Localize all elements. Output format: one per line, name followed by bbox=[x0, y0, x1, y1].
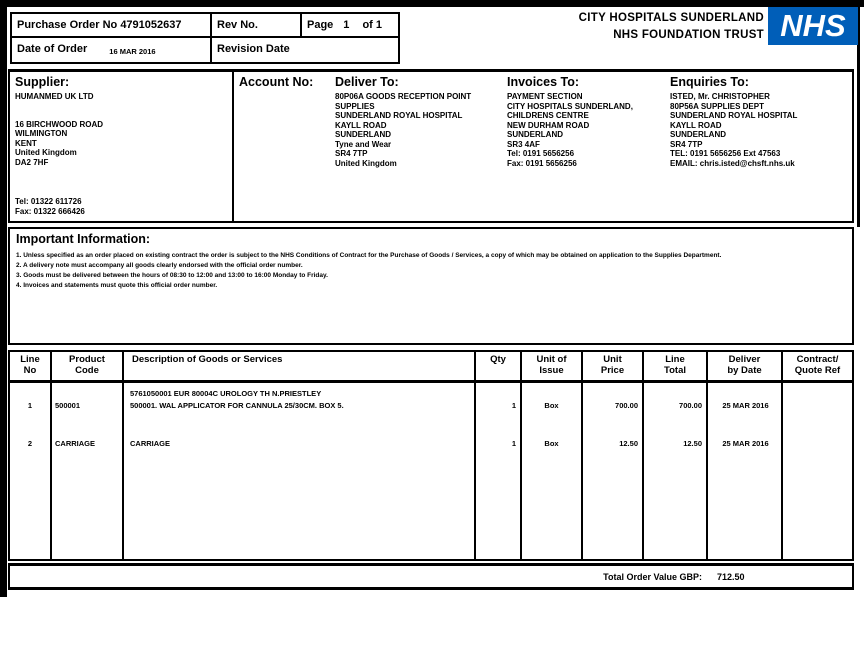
supplier-box bbox=[10, 72, 234, 221]
invoices-to-line: CHILDRENS CENTRE bbox=[507, 111, 589, 120]
page-cell bbox=[302, 14, 398, 36]
invoices-to-line: Tel: 0191 5656256 bbox=[507, 149, 575, 158]
header-deliver-by-date bbox=[708, 352, 783, 380]
column-divider bbox=[781, 383, 783, 559]
column-divider bbox=[50, 383, 52, 559]
row2-unit-price: 12.50 bbox=[619, 439, 638, 448]
enquiries-to-line: 80P56A SUPPLIES DEPT bbox=[670, 101, 764, 111]
header-unit-of-issue-l2: Issue bbox=[539, 365, 564, 376]
enquiries-to-line: EMAIL: chris.isted@chsft.nhs.uk bbox=[670, 158, 795, 168]
row2-line-no: 2 bbox=[27, 439, 33, 448]
trust-header bbox=[440, 10, 764, 44]
deliver-to-line: KAYLL ROAD bbox=[335, 120, 387, 130]
invoices-to-line: Fax: 0191 5656256 bbox=[507, 158, 577, 168]
header-line-total-l2: Total bbox=[664, 365, 686, 376]
column-divider bbox=[122, 383, 124, 559]
nhs-logo-text: NHS bbox=[780, 8, 846, 43]
supplier-name: HUMANMED UK LTD bbox=[15, 92, 94, 101]
important-information-lines bbox=[16, 251, 846, 291]
important-information-line: 3. Goods must be delivered between the hours of 08:30 to 12:00 and 13:00 to 16:00 Monday to Friday. bbox=[16, 272, 328, 279]
row1-qty: 1 bbox=[511, 401, 516, 410]
po-header-row-2 bbox=[12, 38, 398, 62]
header-line-no-l1: Line bbox=[20, 354, 40, 365]
important-information-line: 1. Unless specified as an order placed on existing contract the order is subject to the NHS Conditions of Contract for the Purchase of Goods / Services, a copy of which may be obtained on application to the Supplies Department. bbox=[16, 252, 722, 259]
enquiries-to-address bbox=[670, 92, 797, 168]
invoices-to-line: PAYMENT SECTION bbox=[507, 92, 583, 101]
header-qty bbox=[476, 352, 522, 380]
deliver-to-address bbox=[335, 92, 471, 168]
important-information-line: 2. A delivery note must accompany all goods clearly endorsed with the official order number. bbox=[16, 262, 303, 269]
enquiries-to-column bbox=[670, 75, 797, 168]
supplier-address-line: KENT bbox=[15, 138, 37, 148]
header-product-code-l2: Code bbox=[75, 365, 99, 376]
header-line-no bbox=[10, 352, 52, 380]
supplier-address-line: DA2 7HF bbox=[15, 157, 49, 167]
invoices-to-column bbox=[507, 75, 633, 168]
po-header-row-1 bbox=[12, 14, 398, 38]
parties-section bbox=[8, 69, 854, 223]
enquiries-to-line: SUNDERLAND ROYAL HOSPITAL bbox=[670, 111, 798, 120]
supplier-address-line: United Kingdom bbox=[15, 148, 77, 157]
deliver-to-label: Deliver To: bbox=[335, 75, 399, 89]
top-border-bar bbox=[0, 0, 864, 7]
row1-unit-of-issue: Box bbox=[544, 401, 559, 410]
date-of-order-label: Date of Order bbox=[17, 43, 88, 55]
enquiries-to-line: TEL: 0191 5656256 Ext 47563 bbox=[670, 149, 781, 158]
header-contract-quote-ref bbox=[783, 352, 852, 380]
invoices-to-line: NEW DURHAM ROAD bbox=[507, 120, 590, 130]
deliver-to-line: SR4 7TP bbox=[335, 149, 368, 158]
header-product-code bbox=[52, 352, 124, 380]
row1-line-no: 1 bbox=[27, 401, 33, 410]
nhs-logo bbox=[768, 7, 858, 45]
po-header-table bbox=[10, 12, 400, 64]
row1-unit-price: 700.00 bbox=[615, 401, 638, 410]
row2-description-line1: CARRIAGE bbox=[130, 439, 171, 448]
deliver-to-line: United Kingdom bbox=[335, 158, 397, 168]
important-information-title: Important Information: bbox=[16, 232, 151, 246]
header-qty-l1: Qty bbox=[490, 354, 506, 365]
supplier-label: Supplier: bbox=[15, 75, 70, 89]
revision-date-label: Revision Date bbox=[217, 43, 290, 55]
row2-deliver-by-date: 25 MAR 2016 bbox=[722, 439, 769, 448]
total-order-value: 712.50 bbox=[717, 572, 745, 582]
supplier-address-line: 16 BIRCHWOOD ROAD bbox=[15, 119, 104, 129]
account-no-label: Account No: bbox=[239, 75, 314, 89]
page-label: Page bbox=[307, 19, 334, 31]
supplier-address-line: WILMINGTON bbox=[15, 129, 68, 138]
supplier-fax: Fax: 01322 666426 bbox=[15, 206, 85, 216]
page-number: 1 bbox=[343, 19, 350, 31]
deliver-to-line: 80P06A GOODS RECEPTION POINT bbox=[335, 92, 472, 101]
important-information-section bbox=[8, 227, 854, 345]
trust-name-line2: NHS FOUNDATION TRUST bbox=[613, 29, 764, 41]
po-number: Purchase Order No 4791052637 bbox=[12, 14, 212, 36]
row1-description-line1: 5761050001 EUR 80004C UROLOGY TH N.PRIESTLEY bbox=[130, 389, 322, 398]
header-unit-price-l1: Unit bbox=[603, 354, 622, 365]
items-table-header bbox=[10, 352, 852, 383]
date-of-order-value: 16 MAR 2016 bbox=[109, 47, 156, 56]
account-no-column bbox=[239, 75, 313, 89]
deliver-to-line: SUNDERLAND bbox=[335, 130, 391, 139]
column-divider bbox=[706, 383, 708, 559]
column-divider bbox=[642, 383, 644, 559]
invoices-to-line: CITY HOSPITALS SUNDERLAND, bbox=[507, 101, 633, 111]
page-of: of 1 bbox=[362, 19, 382, 31]
header-deliver-by-date-l2: by Date bbox=[727, 365, 762, 376]
total-order-value-label: Total Order Value GBP: bbox=[603, 572, 702, 582]
header-line-no-l2: No bbox=[23, 365, 37, 376]
header-contract-quote-ref-l2: Quote Ref bbox=[794, 365, 841, 376]
supplier-tel: Tel: 01322 611726 bbox=[15, 197, 82, 206]
row2-line-total: 12.50 bbox=[683, 439, 702, 448]
deliver-to-line: Tyne and Wear bbox=[335, 139, 392, 149]
row2-product-code: CARRIAGE bbox=[55, 439, 96, 448]
date-of-order-cell bbox=[12, 38, 212, 62]
invoices-to-label: Invoices To: bbox=[507, 75, 580, 89]
row1-deliver-by-date: 25 MAR 2016 bbox=[722, 401, 769, 410]
deliver-to-line: SUNDERLAND ROYAL HOSPITAL bbox=[335, 111, 463, 120]
supplier-address-gap bbox=[15, 102, 227, 120]
enquiries-to-line: ISTED, Mr. CHRISTOPHER bbox=[670, 92, 770, 101]
important-information-line: 4. Invoices and statements must quote this official order number. bbox=[16, 282, 218, 289]
header-product-code-l1: Product bbox=[69, 354, 105, 365]
rev-no-label: Rev No. bbox=[212, 14, 302, 36]
header-description bbox=[124, 352, 476, 380]
enquiries-to-line: KAYLL ROAD bbox=[670, 120, 722, 130]
deliver-to-line: SUPPLIES bbox=[335, 101, 375, 111]
trust-name-line1: CITY HOSPITALS SUNDERLAND bbox=[578, 12, 764, 24]
row1-line-total: 700.00 bbox=[679, 401, 702, 410]
invoices-to-line: SUNDERLAND bbox=[507, 130, 563, 139]
header-deliver-by-date-l1: Deliver bbox=[728, 354, 761, 365]
invoices-to-line: SR3 4AF bbox=[507, 139, 540, 149]
enquiries-to-label: Enquiries To: bbox=[670, 75, 749, 89]
header-unit-price-l2: Price bbox=[600, 365, 625, 376]
header-contract-quote-ref-l1: Contract/ bbox=[796, 354, 839, 365]
items-table-body bbox=[10, 383, 852, 559]
supplier-contact bbox=[15, 197, 85, 216]
row2-qty: 1 bbox=[511, 439, 516, 448]
row1-product-code: 500001 bbox=[55, 401, 81, 410]
deliver-to-column bbox=[335, 75, 471, 168]
header-line-total-l1: Line bbox=[665, 354, 685, 365]
invoices-to-address bbox=[507, 92, 633, 168]
header-unit-of-issue-l1: Unit of bbox=[536, 354, 567, 365]
items-table bbox=[8, 350, 854, 561]
row1-description-line2: 500001. WAL APPLICATOR FOR CANNULA 25/30CM. BOX 5. bbox=[130, 401, 344, 410]
enquiries-to-line: SR4 7TP bbox=[670, 139, 703, 149]
left-border-bar bbox=[0, 0, 7, 597]
row2-unit-of-issue: Box bbox=[544, 439, 559, 448]
header-unit-price bbox=[583, 352, 644, 380]
enquiries-to-line: SUNDERLAND bbox=[670, 130, 726, 139]
header-unit-of-issue bbox=[522, 352, 583, 380]
header-description-l1: Description of Goods or Services bbox=[132, 354, 283, 365]
header-line-total bbox=[644, 352, 708, 380]
total-order-value-box bbox=[8, 563, 854, 590]
